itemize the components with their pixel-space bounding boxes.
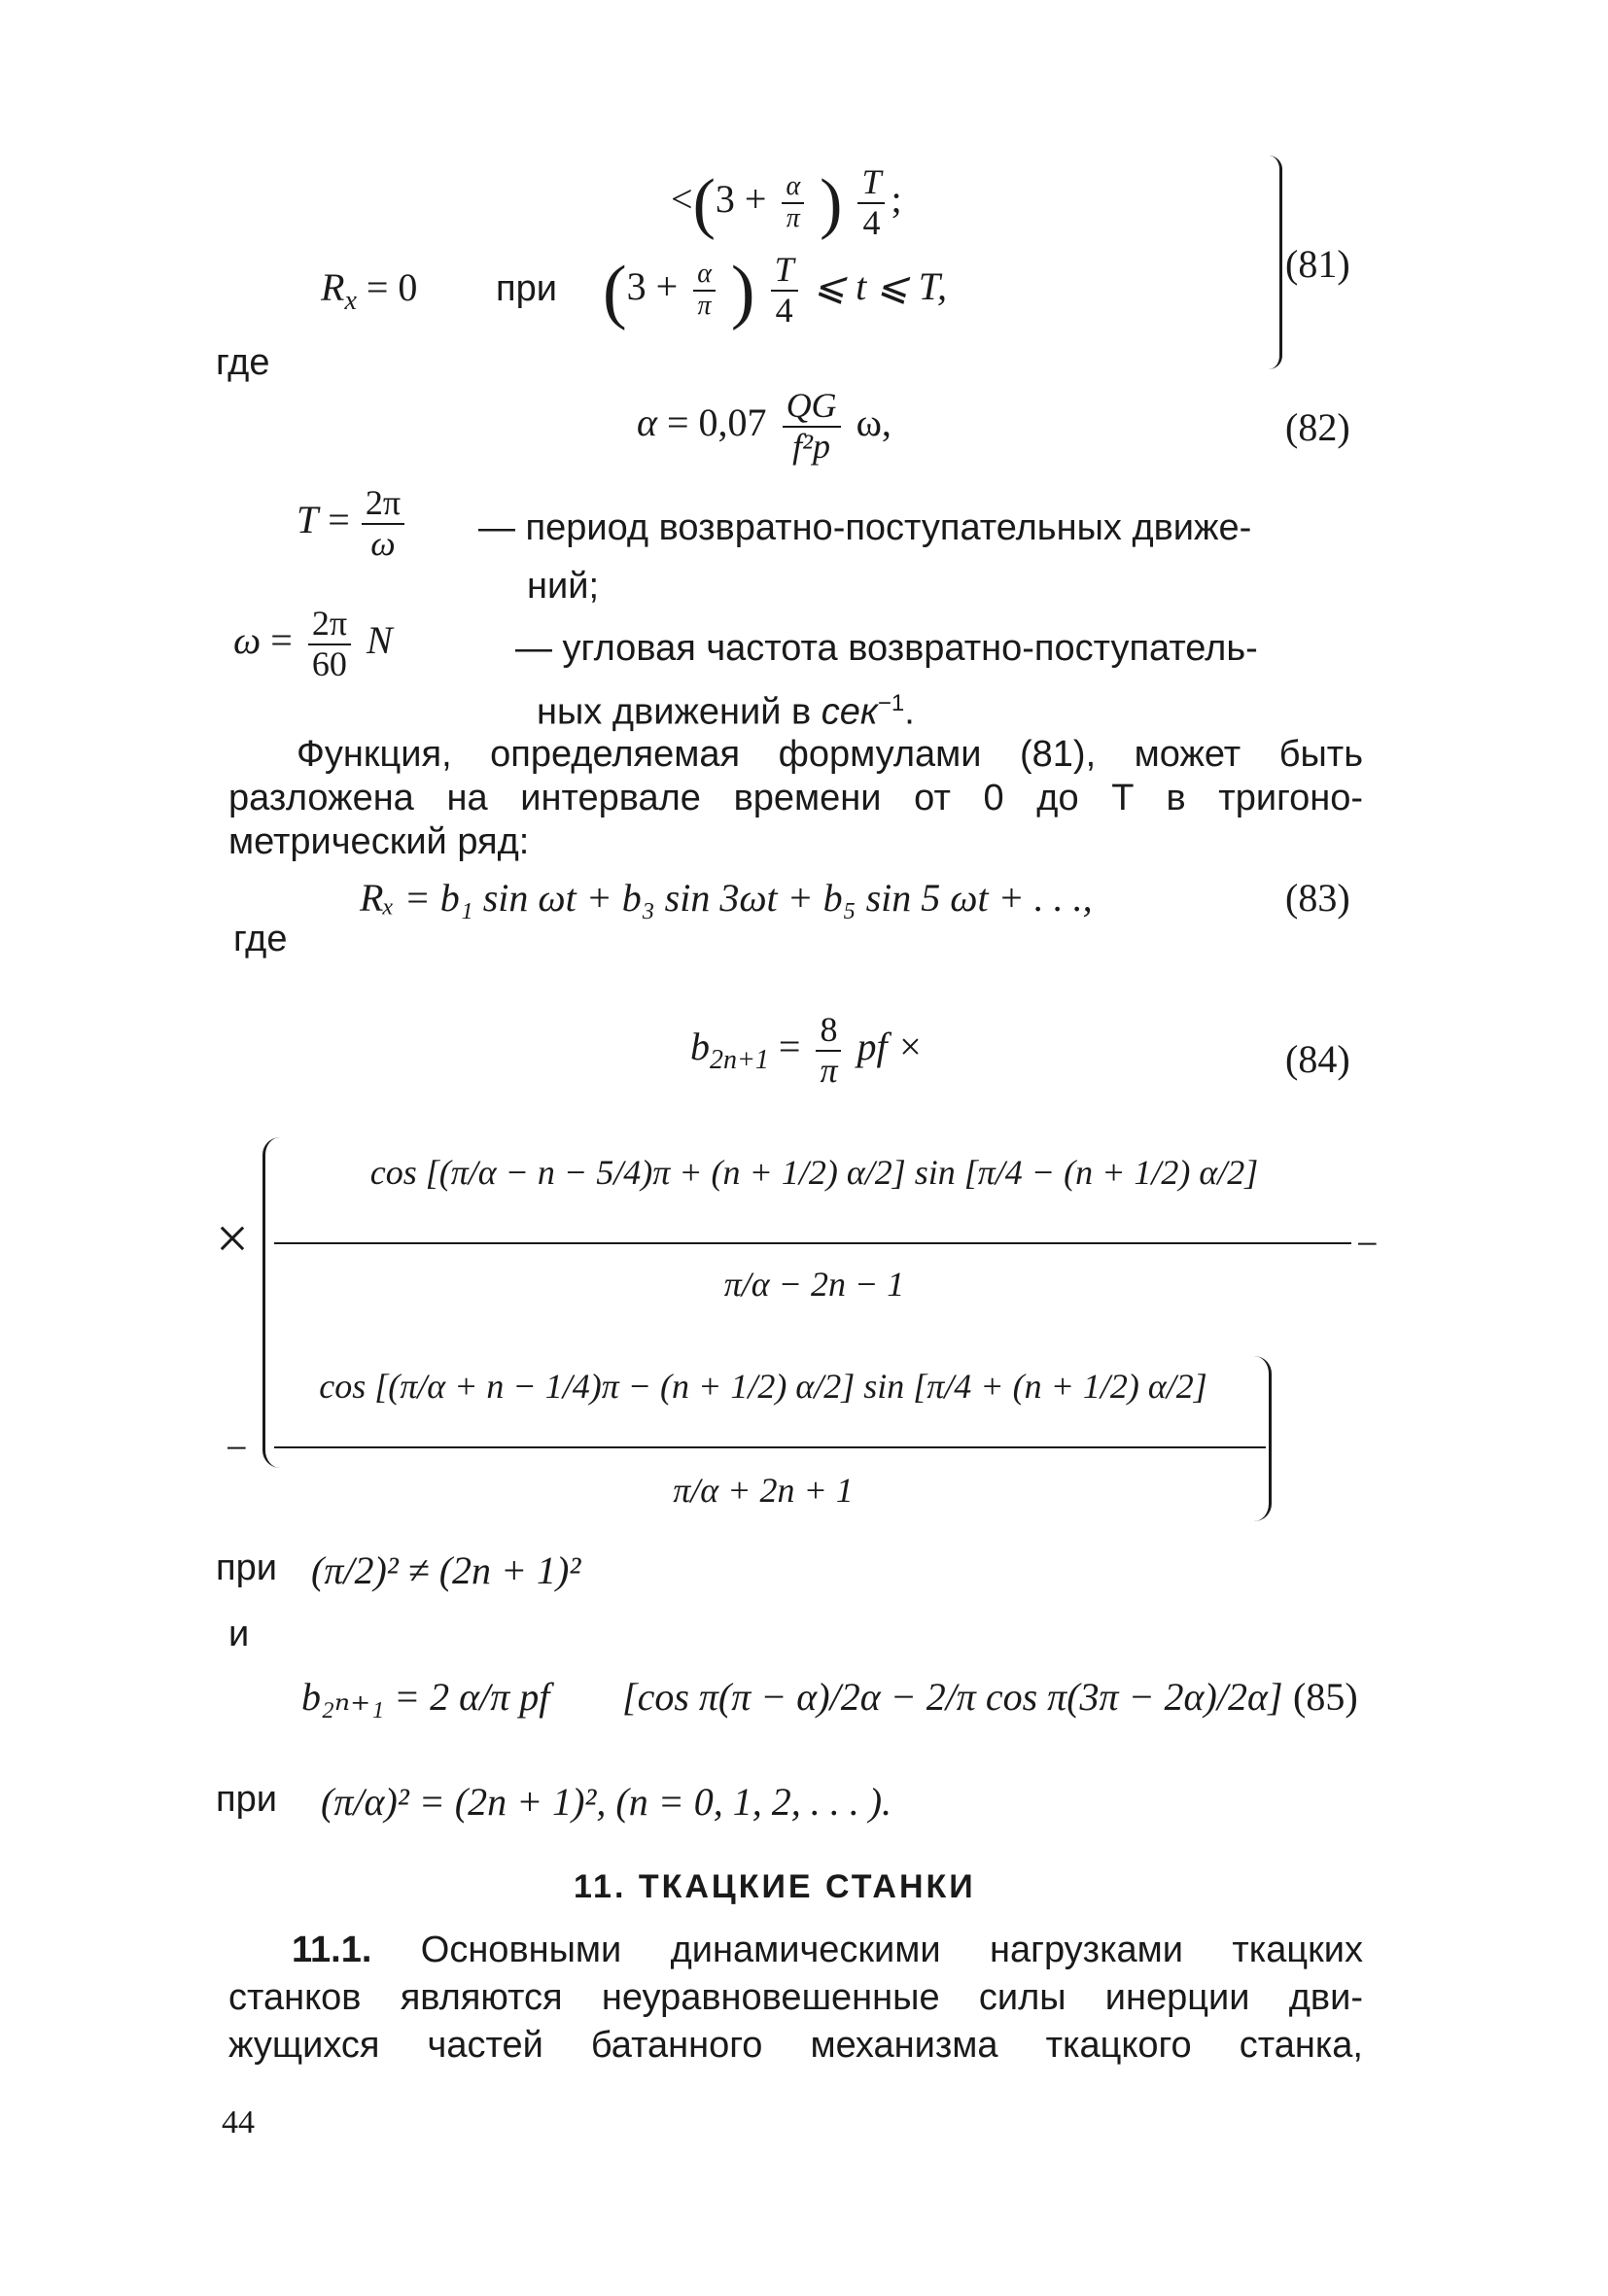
big-times: × <box>216 1206 249 1270</box>
cond2-pri: при <box>216 1779 277 1820</box>
def-T-text2: ний; <box>527 566 599 607</box>
eq81-line2: $R_x = 0$ <box>321 265 418 316</box>
eq83-formula: Rₓ = b₁ sin ωt + b₃ sin 3ωt + b₅ sin 5 ωt + . . ., <box>360 876 1093 920</box>
eq81-pri: при <box>496 268 557 309</box>
eq81-number: (81) <box>1285 242 1350 286</box>
eq82: α = 0,07 $\frac{QG}{\text{f²p}}$ ω, <box>637 386 891 466</box>
big-term1-bar <box>274 1242 1351 1244</box>
section-title: 11. ТКАЦКИЕ СТАНКИ <box>574 1868 976 1905</box>
def-omega-text1: — угловая частота возвратно-поступатель- <box>515 628 1258 669</box>
eq84: $b_{2n+1}$ = $\frac{8}{\pi}$ pf × <box>690 1010 924 1090</box>
def-omega-text2: ных движений в сек$^{-1}$. <box>537 690 915 733</box>
big-term1-num: cos [(π/α − n − 5/4)π + (n + 1/2) α/2] sin [π/4 − (n + 1/2) α/2] <box>369 1153 1259 1192</box>
and-word: и <box>228 1614 250 1654</box>
para1-line2: разложена на интервале времени от 0 до T в тригоно- <box>228 778 1363 818</box>
eq81-brace <box>1264 156 1282 369</box>
big-right-brace <box>1249 1356 1272 1521</box>
eq84-number: (84) <box>1285 1037 1350 1081</box>
big-minus-start: − <box>226 1426 248 1470</box>
eq82-number: (82) <box>1285 405 1350 449</box>
big-minus-end: − <box>1356 1222 1379 1266</box>
eq85-number: (85) <box>1293 1675 1358 1719</box>
para1-line3: метрический ряд: <box>228 821 530 862</box>
def-T-formula: T = $\frac{2\pi}{\omega}$ <box>297 484 410 563</box>
cond1-pri: при <box>216 1548 277 1588</box>
eq85-bracket: [cos π(π − α)/2α − 2/π cos π(3π − 2α)/2α] <box>622 1675 1283 1719</box>
def-T-text1: — период возвратно-поступательных движе- <box>478 507 1252 548</box>
big-term1-den: π/α − 2n − 1 <box>723 1265 905 1304</box>
def-omega-formula: ω = $\frac{2\pi}{60}$ N <box>233 604 393 683</box>
eq83-number: (83) <box>1285 876 1350 920</box>
para2-line1: 11.1. Основными динамическими нагрузками ткацких <box>292 1930 1363 1970</box>
para2-line3: жущихся частей батанного механизма ткацкого станка, <box>228 2025 1363 2066</box>
eq81-line1: <(3 + $\frac{\alpha}{\pi}$ ) $\frac{T}{4}$ ; <box>671 162 902 242</box>
eq85-lhs: b₂ₙ₊₁ = 2 α/π pf <box>301 1675 550 1719</box>
big-term2-num: cos [(π/α + n − 1/4)π − (n + 1/2) α/2] sin [π/4 + (n + 1/2) α/2] <box>319 1367 1207 1406</box>
para1-line1: Функция, определяемая формулами (81), может быть <box>297 734 1363 775</box>
cond2-expr: (π/α)² = (2n + 1)², (n = 0, 1, 2, . . . ). <box>321 1780 892 1824</box>
big-term2-den: π/α + 2n + 1 <box>673 1471 854 1510</box>
para2-line2: станков являются неуравновешенные силы инерции дви- <box>228 1977 1363 2018</box>
gde-1: где <box>216 342 270 383</box>
big-term2-bar <box>274 1446 1266 1448</box>
page-number: 44 <box>222 2105 255 2140</box>
gde-2: где <box>233 919 288 959</box>
eq81-range: (3 + $\frac{\alpha}{\pi}$ ) $\frac{T}{4}$ ⩽ t ⩽ T, <box>603 250 948 331</box>
cond1-expr: (π/2)² ≠ (2n + 1)² <box>311 1548 581 1592</box>
